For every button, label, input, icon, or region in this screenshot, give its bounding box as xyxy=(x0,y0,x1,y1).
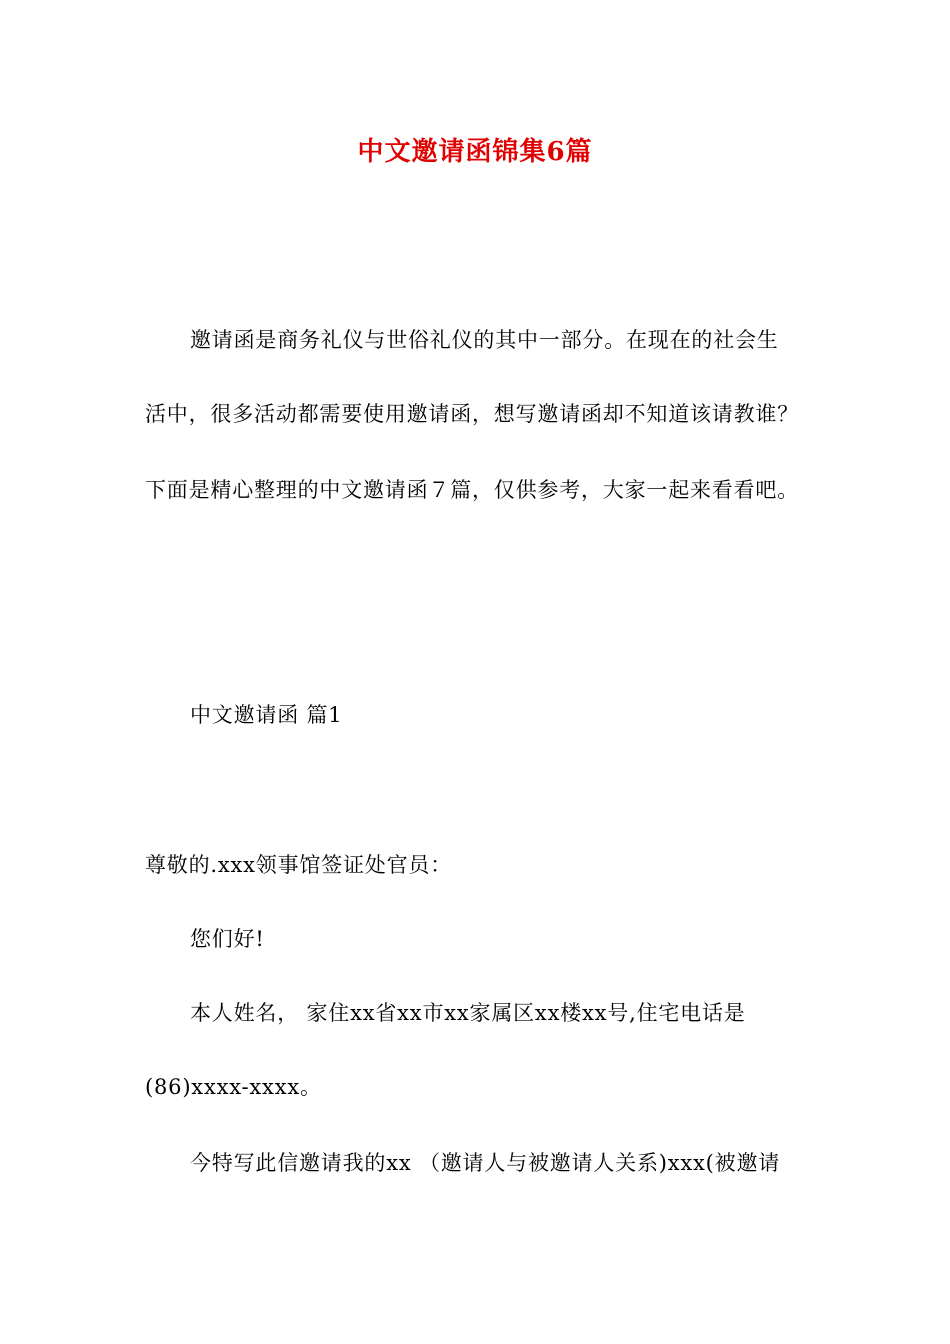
greeting: 您们好! xyxy=(190,927,265,951)
document-title: 中文邀请函锦集6篇 xyxy=(357,137,593,167)
paragraph-2-line-1: 今特写此信邀请我的xx （邀请人与被邀请人关系)xxx(被邀请 xyxy=(190,1151,781,1175)
intro-line-2: 活中，很多活动都需要使用邀请函，想写邀请函却不知道该请教谁？ xyxy=(145,402,799,426)
intro-line-1: 邀请函是商务礼仪与世俗礼仪的其中一部分。在现在的社会生 xyxy=(190,328,779,352)
paragraph-1-line-2: (86)xxxx-xxxx。 xyxy=(145,1075,322,1099)
section-heading: 中文邀请函 篇1 xyxy=(190,703,343,727)
intro-line-3: 下面是精心整理的中文邀请函７篇，仅供参考，大家一起来看看吧。 xyxy=(145,478,799,502)
salutation: 尊敬的.xxx领事馆签证处官员： xyxy=(145,853,453,877)
paragraph-1-line-1: 本人姓名， 家住xx省xx市xx家属区xx楼xx号,住宅电话是 xyxy=(190,1001,746,1025)
